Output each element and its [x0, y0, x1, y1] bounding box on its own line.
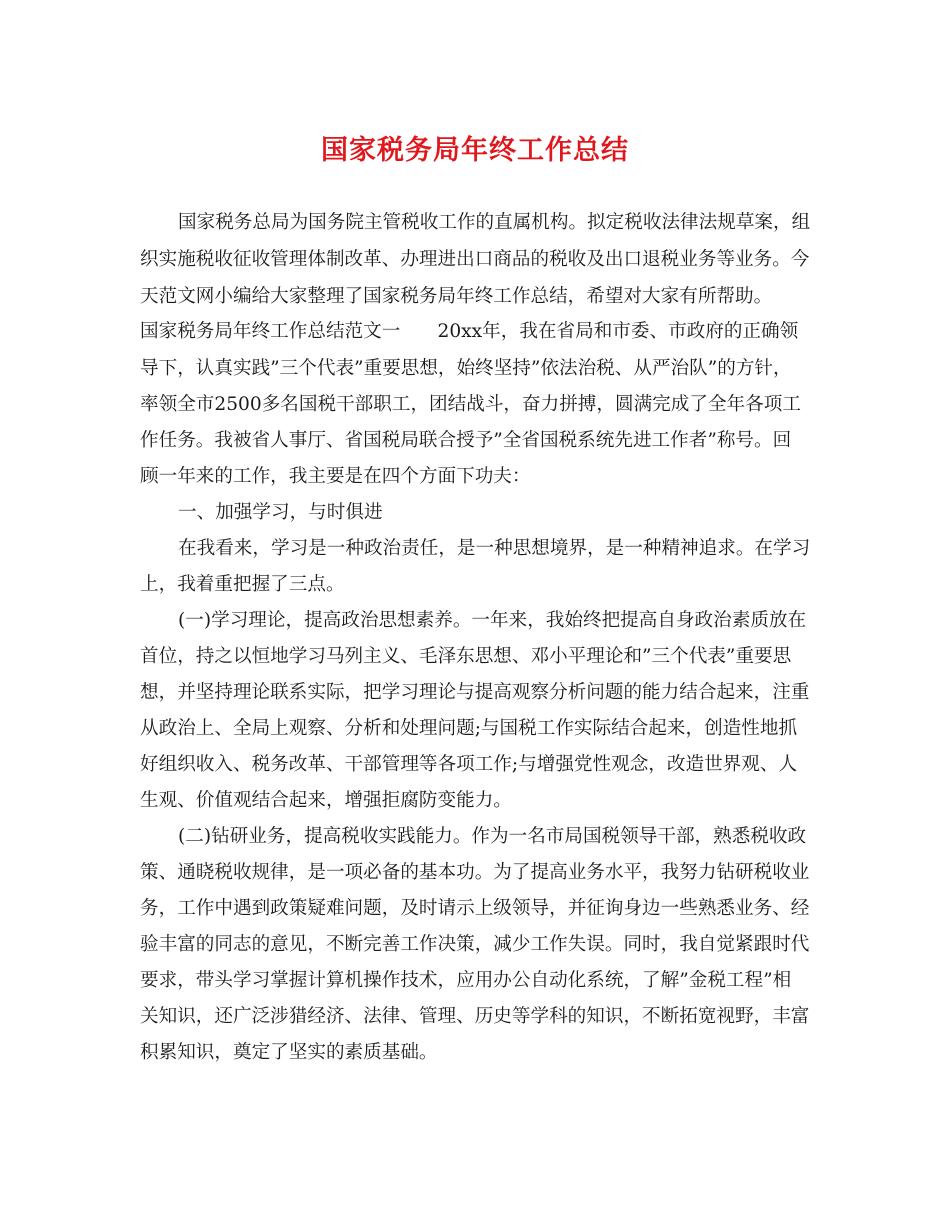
body-line: 天范文网小编给大家整理了国家税务局年终工作总结，希望对大家有所帮助。 — [140, 286, 773, 307]
body-line: 生观、价值观结合起来，增强拒腐防变能力。 — [140, 790, 512, 811]
section-heading: 一、加强学习，与时俱进 — [178, 502, 383, 523]
body-line: 率领全市2500多名国税干部职工，团结战斗，奋力拼搏，圆满完成了全年各项工 — [140, 394, 801, 415]
body-line: 策、通晓税收规律，是一项必备的基本功。为了提高业务水平，我努力钻研税收业 — [140, 862, 810, 883]
body-line: 从政治上、全局上观察、分析和处理问题;与国税工作实际结合起来，创造性地抓 — [140, 718, 798, 739]
body-line: 上，我着重把握了三点。 — [140, 574, 345, 595]
document-title: 国家税务局年终工作总结 — [321, 135, 629, 166]
body-line: 导下，认真实践”三个代表”重要思想，始终坚持”依法治税、从严治队”的方针， — [140, 358, 792, 379]
body-line: 验丰富的同志的意见，不断完善工作决策，减少工作失误。同时，我自觉紧跟时代 — [140, 934, 810, 955]
body-line: 织实施税收征收管理体制改革、办理进出口商品的税收及出口退税业务等业务。今 — [140, 249, 810, 270]
body-line: 要求，带头学习掌握计算机操作技术，应用办公自动化系统，了解”金税工程”相 — [140, 970, 792, 991]
body-line: 务，工作中遇到政策疑难问题，及时请示上级领导，并征询身边一些熟悉业务、经 — [140, 898, 810, 919]
body-line: 首位，持之以恒地学习马列主义、毛泽东思想、邓小平理论和”三个代表”重要思 — [140, 646, 792, 667]
body-line: 国家税务局年终工作总结范文一 20xx年，我在省局和市委、市政府的正确领 — [140, 321, 799, 342]
body-line: 在我看来，学习是一种政治责任，是一种思想境界，是一种精神追求。在学习 — [178, 538, 811, 559]
body-line: (二)钻研业务，提高税收实践能力。作为一名市局国税领导干部，熟悉税收政 — [178, 826, 807, 847]
body-line: 顾一年来的工作，我主要是在四个方面下功夫： — [140, 466, 531, 487]
body-line: 关知识，还广泛涉猎经济、法律、管理、历史等学科的知识，不断拓宽视野，丰富 — [140, 1006, 810, 1027]
body-line: (一)学习理论，提高政治思想素养。一年来，我始终把提高自身政治素质放在 — [178, 610, 807, 631]
body-line: 想，并坚持理论联系实际，把学习理论与提高观察分析问题的能力结合起来，注重 — [140, 682, 810, 703]
body-line: 积累知识，奠定了坚实的素质基础。 — [140, 1042, 438, 1063]
body-line: 好组织收入、税务改革、干部管理等各项工作;与增强党性观念，改造世界观、人 — [140, 754, 798, 775]
body-line: 国家税务总局为国务院主管税收工作的直属机构。拟定税收法律法规草案，组 — [178, 212, 811, 233]
body-line: 作任务。我被省人事厅、省国税局联合授予”全省国税系统先进工作者”称号。回 — [140, 430, 792, 451]
